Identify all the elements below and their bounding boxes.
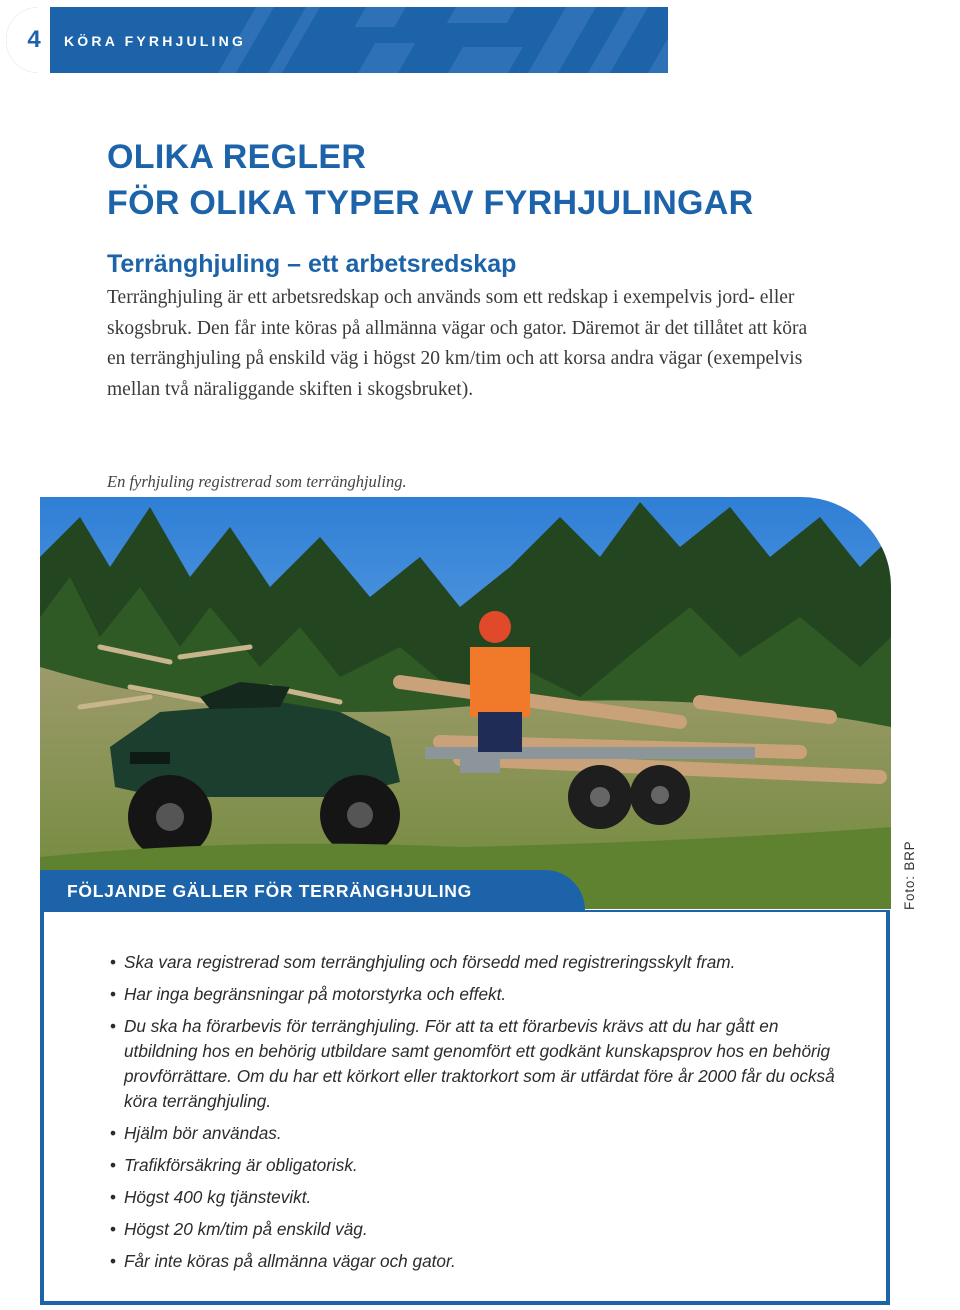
photo-caption: En fyrhjuling registrerad som terränghjuling. bbox=[107, 472, 407, 491]
rules-list bbox=[110, 950, 850, 1281]
list-item: • Hjälm bör användas. bbox=[110, 1121, 850, 1146]
rules-box bbox=[40, 910, 890, 1305]
page-title bbox=[107, 134, 754, 226]
rules-box-heading: FÖLJANDE GÄLLER FÖR TERRÄNGHJULING bbox=[67, 881, 472, 901]
list-item: • Högst 400 kg tjänstevikt. bbox=[110, 1185, 850, 1210]
page-title-line-2: FÖR OLIKA TYPER AV FYRHJULINGAR bbox=[107, 184, 754, 222]
section-paragraph: Terränghjuling är ett arbetsredskap och används som ett redskap i exempelvis jord- eller skogsbruk. Den får inte köras på allmänna vägar och gator. Däremot är det tillåtet att köra en terränghjuling på enskild väg i högst 20 km/tim och att korsa andra vägar (exempelvis mellan två näraliggande skiften i skogsbruket). bbox=[107, 287, 808, 400]
list-item: • Högst 20 km/tim på enskild väg. bbox=[110, 1217, 850, 1242]
list-item: • Får inte köras på allmänna vägar och gator. bbox=[110, 1249, 850, 1274]
list-item: • Ska vara registrerad som terränghjuling och försedd med registreringsskylt fram. bbox=[110, 950, 850, 975]
list-item: • Trafikförsäkring är obligatorisk. bbox=[110, 1153, 850, 1178]
section-heading: Terränghjuling – ett arbetsredskap bbox=[107, 250, 517, 278]
list-item: • Har inga begränsningar på motorstyrka och effekt. bbox=[110, 982, 850, 1007]
running-head: KÖRA FYRHJULING bbox=[64, 33, 247, 49]
page-number: 4 bbox=[27, 26, 41, 53]
atv-forest-photo bbox=[40, 497, 891, 909]
photo-credit: Foto: BRP bbox=[902, 840, 917, 910]
page-title-line-1: OLIKA REGLER bbox=[107, 138, 367, 176]
rules-box-tab bbox=[40, 870, 585, 912]
list-item: • Du ska ha förarbevis för terränghjuling. För att ta ett förarbevis krävs att du har gått en utbildning hos en behörig utbildare samt genomfört ett godkänt kunskapsprov hos en behörig provförrättare. Om du har ett körkort eller traktorkort som är utfärdat före år 2000 får du också köra terränghjuling. bbox=[110, 1014, 850, 1114]
